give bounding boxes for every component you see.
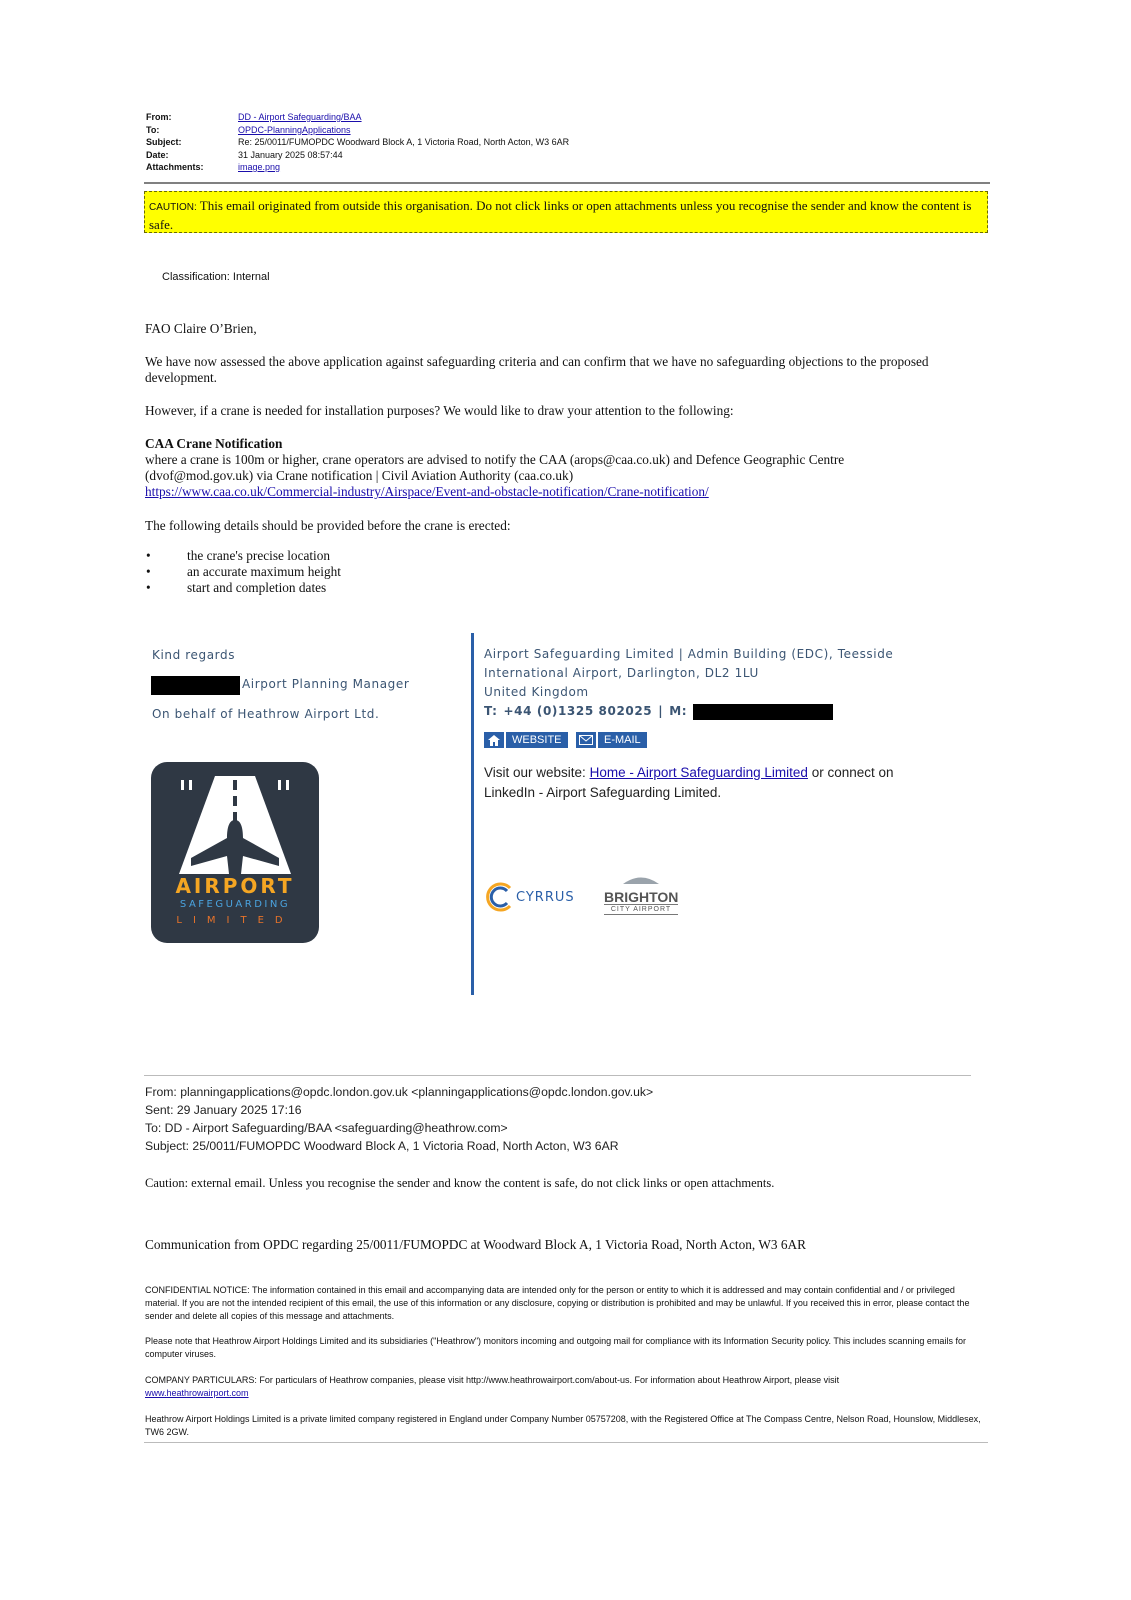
- website-link[interactable]: Home - Airport Safeguarding Limited: [589, 765, 808, 780]
- forwarded-subject: Subject: 25/0011/FUMOPDC Woodward Block A, 1 Victoria Road, North Acton, W3 6AR: [145, 1139, 619, 1153]
- email-header: [146, 111, 569, 174]
- visit-suffix: or connect on LinkedIn - Airport Safeguarding Limited.: [484, 765, 894, 800]
- header-date-row: [146, 149, 569, 162]
- forwarded-divider: [144, 1075, 971, 1076]
- header-subject-row: [146, 136, 569, 149]
- date-label: Date:: [146, 149, 169, 160]
- mobile-label: M:: [669, 704, 688, 718]
- logo-text-airport: AIRPORT: [175, 874, 295, 898]
- cyrrus-text: CYRRUS: [516, 889, 575, 905]
- redacted-name: [151, 676, 240, 695]
- caution-prefix: CAUTION:: [149, 202, 197, 213]
- airport-safeguarding-logo: [151, 762, 319, 943]
- header-attachments-row: [146, 161, 569, 174]
- phone-number: +44 (0)1325 802025: [503, 704, 653, 718]
- company-particulars: [145, 1374, 987, 1400]
- crane-notification-link[interactable]: https://www.caa.co.uk/Commercial-industry/Airspace/Event-and-obstacle-notification/Crane-notification/: [145, 484, 709, 499]
- crane-notification-line2: (dvof@mod.gov.uk) via Crane notification | Civil Aviation Authority (caa.co.uk): [145, 468, 574, 483]
- details-intro: The following details should be provided before the crane is erected:: [145, 518, 511, 533]
- header-to-row: [146, 124, 569, 137]
- kind-regards: Kind regards: [152, 648, 236, 662]
- cyrrus-logo: [484, 882, 575, 912]
- phone-row: [484, 702, 893, 721]
- to-value-link[interactable]: OPDC-PlanningApplications: [238, 124, 351, 135]
- list-item-text: an accurate maximum height: [187, 564, 341, 579]
- header-from-row: [146, 111, 569, 124]
- visit-prefix: Visit our website:: [484, 765, 586, 780]
- email-button-label: E-MAIL: [604, 734, 641, 746]
- list-item: [146, 564, 341, 580]
- company-particulars-text: COMPANY PARTICULARS: For particulars of Heathrow companies, please visit http://www.heathrowairport.com/about-us. For information about Heathrow Airport, please visit: [145, 1375, 840, 1385]
- from-value-link[interactable]: DD - Airport Safeguarding/BAA: [238, 112, 362, 122]
- from-label: From:: [146, 112, 172, 122]
- forwarded-sent: Sent: 29 January 2025 17:16: [145, 1103, 302, 1117]
- home-icon: [484, 732, 506, 748]
- bullet-icon: •: [146, 564, 151, 579]
- list-item: [146, 580, 341, 596]
- to-label: To:: [146, 124, 160, 135]
- address-line-1: Airport Safeguarding Limited | Admin Building (EDC), Teesside: [484, 647, 894, 661]
- redacted-mobile: [693, 704, 833, 720]
- header-divider: [144, 182, 990, 184]
- confidential-notice: CONFIDENTIAL NOTICE: The information contained in this email and accompanying data are intended only for the person or entity to which it is addressed and may contain confidential and / or privileged material. If you are not the intended recipient of this email, the use of this information or any disclosure, copying or distribution is prohibited and may be unlawful. If you received this in error, please contact the sender and delete all copies of this message and attachments.: [145, 1285, 970, 1321]
- bullet-icon: •: [146, 580, 151, 595]
- on-behalf-of: On behalf of Heathrow Airport Ltd.: [152, 707, 380, 721]
- cyrrus-swirl-icon: [484, 882, 514, 912]
- city-airport-text: CITY AIRPORT: [604, 904, 678, 915]
- monitoring-notice: Please note that Heathrow Airport Holdings Limited and its subsidiaries ("Heathrow") monitors incoming and outgoing mail for compliance with its Information Security policy. This includes scanning emails for computer viruses.: [145, 1336, 966, 1359]
- contact-block: [484, 645, 893, 721]
- classification-label: Classification: Internal: [162, 271, 270, 283]
- caution-banner: [144, 191, 988, 233]
- communication-line: Communication from OPDC regarding 25/0011/FUMOPDC at Woodward Block A, 1 Victoria Road, North Acton, W3 6AR: [145, 1237, 806, 1252]
- signature-divider: [471, 633, 474, 995]
- mobile-separator: |: [658, 704, 664, 718]
- brighton-text: BRIGHTON: [604, 889, 679, 905]
- address-line-3: United Kingdom: [484, 685, 589, 699]
- attachments-label: Attachments:: [146, 162, 204, 172]
- job-title: Airport Planning Manager: [242, 677, 410, 691]
- list-item-text: start and completion dates: [187, 580, 327, 595]
- crane-details-list: [146, 548, 341, 596]
- attachment-link[interactable]: image.png: [238, 162, 281, 172]
- greeting: FAO Claire O’Brien,: [145, 321, 257, 336]
- external-caution: Caution: external email. Unless you recognise the sender and know the content is safe, do not click links or open attachments.: [145, 1176, 775, 1190]
- phone-label: T:: [484, 704, 498, 718]
- registered-office-notice: Heathrow Airport Holdings Limited is a private limited company registered in England under Company Number 05757208, with the Registered Office at The Compass Centre, Nelson Road, Hounslow, Middlesex, TW6 2GW.: [145, 1414, 981, 1437]
- crane-notification-heading: CAA Crane Notification: [145, 436, 283, 451]
- subject-label: Subject:: [146, 137, 182, 147]
- address-line-2: International Airport, Darlington, DL2 1LU: [484, 666, 759, 680]
- bullet-icon: •: [146, 548, 151, 563]
- envelope-icon: [576, 732, 598, 748]
- paragraph-assessment: We have now assessed the above application against safeguarding criteria and can confirm that we have no safeguarding objections to the proposed development.: [145, 354, 929, 385]
- website-button-label: WEBSITE: [512, 734, 562, 746]
- crane-notification-line1: where a crane is 100m or higher, crane operators are advised to notify the CAA (arops@caa.co.uk) and Defence Geographic Centre: [145, 452, 845, 467]
- email-button[interactable]: [576, 732, 647, 748]
- footer-divider: [144, 1442, 988, 1443]
- forwarded-from: From: planningapplications@opdc.london.gov.uk <planningapplications@opdc.london.gov.uk>: [145, 1085, 654, 1099]
- caution-text: This email originated from outside this organisation. Do not click links or open attachments unless you recognise the sender and know the content is safe.: [149, 198, 972, 232]
- logo-text-safeguarding: SAFEGUARDING: [179, 899, 291, 910]
- paragraph-crane-attention: However, if a crane is needed for installation purposes? We would like to draw your attention to the following:: [145, 403, 734, 418]
- forwarded-to: To: DD - Airport Safeguarding/BAA <safeguarding@heathrow.com>: [145, 1121, 508, 1135]
- heathrow-website-link[interactable]: www.heathrowairport.com: [145, 1388, 249, 1398]
- forwarded-header: [145, 1083, 653, 1155]
- list-item-text: the crane's precise location: [187, 548, 331, 563]
- subject-value: Re: 25/0011/FUMOPDC Woodward Block A, 1 Victoria Road, North Acton, W3 6AR: [238, 137, 570, 147]
- website-button[interactable]: [484, 732, 568, 748]
- brighton-city-airport-logo: [604, 872, 678, 915]
- list-item: [146, 548, 341, 564]
- date-value: 31 January 2025 08:57:44: [238, 149, 343, 160]
- visit-website-text: [484, 763, 914, 803]
- logo-text-limited: LIMITED: [176, 915, 294, 926]
- brighton-crest-icon: [621, 875, 661, 885]
